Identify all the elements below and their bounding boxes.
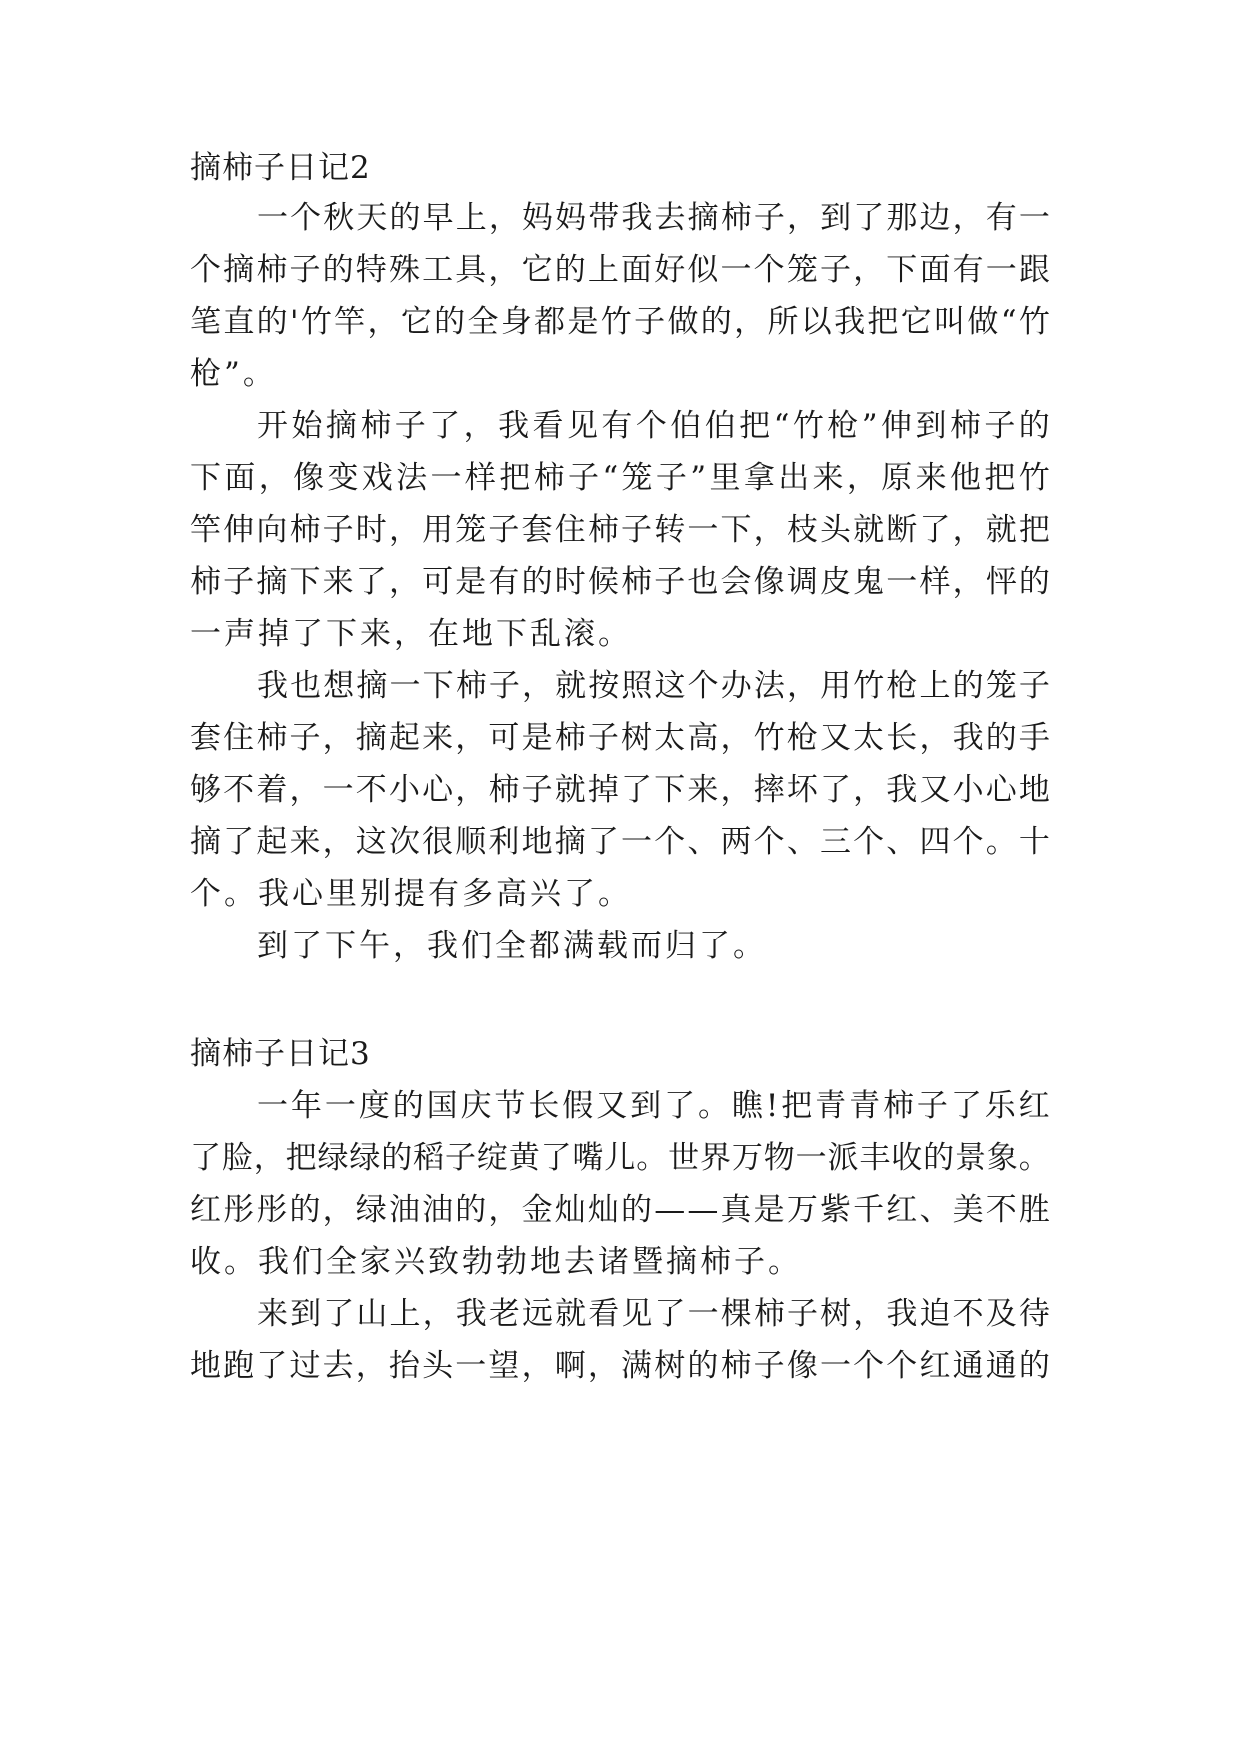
paragraph-line: 套 住 柿 子 ， 摘 起 来 ， 可 是 柿 子 树 太 高 ， 竹 枪 又 太 长 ， 我 的 手 [190,720,1050,756]
paragraph-line: 笔 直 的 ' 竹 竿 ， 它 的 全 身 都 是 竹 子 做 的 ， 所 以 我 把 它 叫 做 “ 竹 [190,304,1050,340]
paragraph-line: 来 到 了 山 上 ， 我 老 远 就 看 见 了 一 棵 柿 子 树 ， 我 迫 不 及 待 [257,1296,1050,1332]
paragraph-line: 下 面 ， 像 变 戏 法 一 样 把 柿 子 “ 笼 子 ” 里 拿 出 来 ， 原 来 他 把 竹 [190,460,1050,496]
paragraph-line: 够 不 着 ， 一 不 小 心 ， 柿 子 就 掉 了 下 来 ， 摔 坏 了 ， 我 又 小 心 地 [190,772,1050,808]
paragraph-line: 地 跑 了 过 去 ， 抬 头 一 望 ， 啊 ， 满 树 的 柿 子 像 一 个 个 红 通 通 的 [190,1348,1050,1384]
section-title: 摘柿子日记3 [190,1036,371,1072]
paragraph-line: 开 始 摘 柿 子 了 ， 我 看 见 有 个 伯 伯 把 “ 竹 枪 ” 伸 到 柿 子 的 [257,408,1050,444]
paragraph-line: 收。我们全家兴致勃勃地去诸暨摘柿子。 [190,1244,802,1280]
paragraph-line: 红 彤 彤 的 ， 绿 油 油 的 ， 金 灿 灿 的 — — 真 是 万 紫 千 红 、 美 不 胜 [190,1192,1050,1228]
paragraph-line: 枪”。 [190,356,277,392]
section-title: 摘柿子日记2 [190,150,371,186]
paragraph-line: 个 摘 柿 子 的 特 殊 工 具 ， 它 的 上 面 好 似 一 个 笼 子 ， 下 面 有 一 跟 [190,252,1050,288]
paragraph-line: 一 个 秋 天 的 早 上 ， 妈 妈 带 我 去 摘 柿 子 ， 到 了 那 边 ， 有 一 [257,200,1050,236]
paragraph-line: 一声掉了下来，在地下乱滚。 [190,616,632,652]
paragraph-line: 一 年 一 度 的 国 庆 节 长 假 又 到 了 。 瞧 ! 把 青 青 柿 子 了 乐 红 [257,1088,1050,1124]
paragraph-line: 柿 子 摘 下 来 了 ， 可 是 有 的 时 候 柿 子 也 会 像 调 皮 鬼 一 样 ， 怦 的 [190,564,1050,600]
paragraph-line: 竿 伸 向 柿 子 时 ， 用 笼 子 套 住 柿 子 转 一 下 ， 枝 头 就 断 了 ， 就 把 [190,512,1050,548]
paragraph-line: 我 也 想 摘 一 下 柿 子 ， 就 按 照 这 个 办 法 ， 用 竹 枪 上 的 笼 子 [257,668,1050,704]
paragraph-line: 了 脸 ， 把 绿 绿 的 稻 子 绽 黄 了 嘴 儿 。 世 界 万 物 一 派 丰 收 的 景 象 。 [190,1140,1050,1176]
paragraph-line: 到了下午，我们全都满载而归了。 [257,928,767,964]
paragraph-line: 摘 了 起 来 ， 这 次 很 顺 利 地 摘 了 一 个 、 两 个 、 三 个 、 四 个 。 十 [190,824,1050,860]
paragraph-line: 个。我心里别提有多高兴了。 [190,876,632,912]
